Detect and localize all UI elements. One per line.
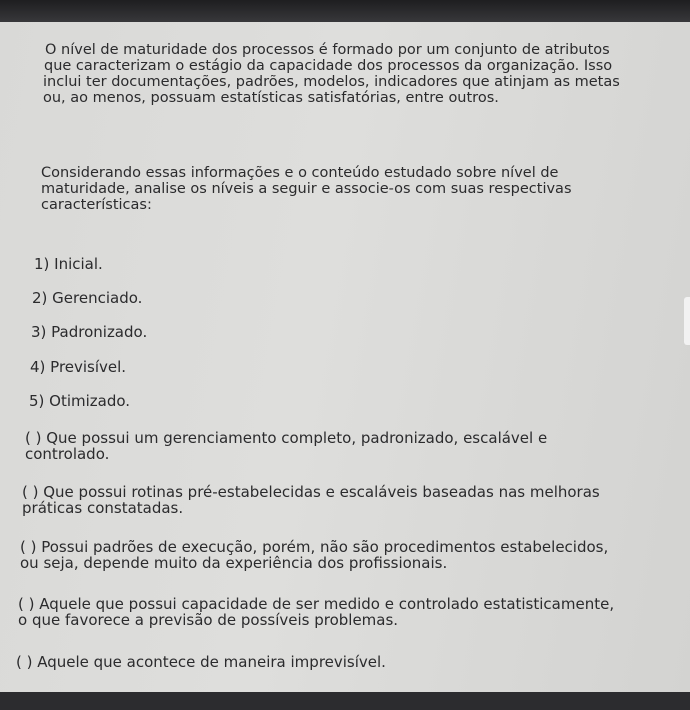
option-2-line-1: ( ) Que possui rotinas pré-estabelecidas e escaláveis baseadas nas melhoras [22, 483, 600, 501]
scroll-edge-marker [684, 297, 690, 345]
intro-line-3: inclui ter documentações, padrões, modelos, indicadores que atinjam as metas [43, 74, 620, 90]
option-4-line-1: ( ) Aquele que possui capacidade de ser medido e controlado estatisticamente, [18, 595, 615, 613]
option-3-line-2: ou seja, depende muito da experiência dos profissionais. [20, 554, 448, 572]
question-page [0, 22, 690, 692]
option-3 [20, 539, 608, 571]
photo-bottom-border [0, 692, 690, 710]
level-1: 1) Inicial. [34, 255, 103, 273]
photo-top-border [0, 0, 690, 24]
level-4: 4) Previsível. [30, 358, 127, 376]
option-4-line-2: o que favorece a previsão de possíveis problemas. [18, 611, 399, 629]
intro-line-4: ou, ao menos, possuam estatísticas satisfatórias, entre outros. [43, 90, 499, 106]
option-4 [18, 596, 614, 628]
intro-line-1: O nível de maturidade dos processos é formado por um conjunto de atributos [45, 42, 610, 58]
intro-line-2: que caracterizam o estágio da capacidade dos processos da organização. Isso [44, 58, 613, 74]
option-1-line-1: ( ) Que possui um gerenciamento completo, padronizado, escalável e [25, 429, 548, 447]
option-3-line-1: ( ) Possui padrões de execução, porém, não são procedimentos estabelecidos, [20, 538, 609, 556]
instruction-paragraph [41, 165, 572, 213]
option-1-line-2: controlado. [25, 445, 110, 463]
option-2 [22, 484, 600, 516]
option-1 [25, 430, 547, 462]
instruction-line-3: características: [41, 197, 152, 213]
level-5: 5) Otimizado. [29, 392, 131, 410]
instruction-line-2: maturidade, analise os níveis a seguir e associe-os com suas respectivas [41, 181, 572, 197]
level-3: 3) Padronizado. [31, 323, 148, 341]
option-2-line-2: práticas constatadas. [22, 499, 184, 517]
intro-paragraph [45, 42, 620, 106]
level-2: 2) Gerenciado. [32, 289, 143, 307]
instruction-line-1: Considerando essas informações e o conteúdo estudado sobre nível de [41, 165, 559, 181]
option-5 [16, 654, 386, 670]
option-5-line-1: ( ) Aquele que acontece de maneira imprevisível. [16, 653, 386, 671]
